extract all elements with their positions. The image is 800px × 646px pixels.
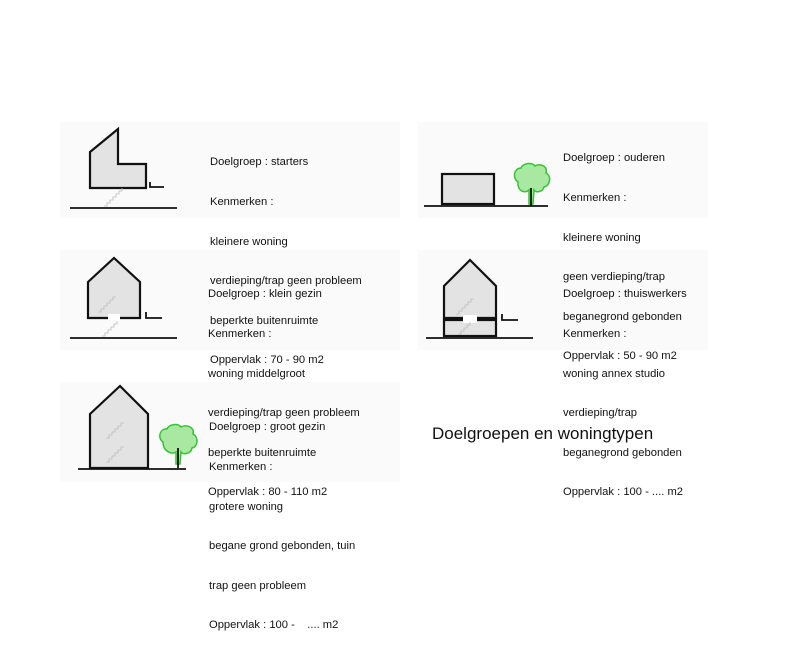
text-line: verdieping/trap geen probleem	[210, 275, 362, 288]
text-line: Oppervlak : 50 - 90 m2	[563, 350, 677, 363]
text-line: grotere woning	[209, 500, 284, 513]
text-line: trap geen probleem	[209, 579, 307, 592]
text-line: beganegrond gebonden	[563, 446, 682, 459]
text-line: Doelgroep : groot gezin	[209, 421, 326, 434]
text-line: Doelgroep : klein gezin	[208, 288, 322, 301]
text-line: geen verdieping/trap	[563, 271, 666, 284]
text-line: Kenmerken :	[563, 192, 627, 205]
text-line: verdieping/trap geen probleem	[208, 407, 360, 420]
tree-icon	[508, 160, 556, 208]
text-line: kleinere woning	[563, 231, 641, 244]
text-line: Doelgroep : thuiswerkers	[563, 288, 687, 301]
text-line: Kenmerken :	[563, 328, 627, 341]
page-title: Doelgroepen en woningtypen	[432, 424, 654, 443]
text-line: Oppervlak : 80 - 110 m2	[208, 486, 328, 499]
text-line: begane grond gebonden, tuin	[209, 540, 356, 553]
text-line: beperkte buitenruimte	[210, 314, 319, 327]
text-line: Kenmerken :	[210, 196, 274, 209]
house-starters-icon	[64, 124, 184, 216]
tree-icon	[155, 422, 203, 470]
text-line: woning annex studio	[563, 367, 666, 380]
text-line: Oppervlak : 70 - 90 m2	[210, 354, 324, 367]
text-line: Oppervlak : 100 - .... m2	[563, 486, 684, 499]
text-line: kleinere woning	[210, 235, 288, 248]
text-line: Doelgroep : ouderen	[563, 152, 666, 165]
text-line: Kenmerken :	[208, 328, 272, 341]
text-line: Kenmerken :	[209, 461, 273, 474]
text-line: Oppervlak : 100 - .... m2	[209, 619, 339, 632]
text-line: woning middelgroot	[208, 367, 306, 380]
house-klein-gezin-icon	[64, 252, 184, 348]
text-line: beganegrond gebonden	[563, 310, 682, 323]
text-thuiswerkers	[563, 262, 687, 513]
text-groot-gezin	[209, 395, 355, 646]
text-line: beperkte buitenruimte	[208, 446, 317, 459]
text-line: verdieping/trap	[563, 407, 638, 420]
house-thuiswerkers-icon	[420, 252, 540, 348]
text-line: Doelgroep : starters	[210, 156, 309, 169]
